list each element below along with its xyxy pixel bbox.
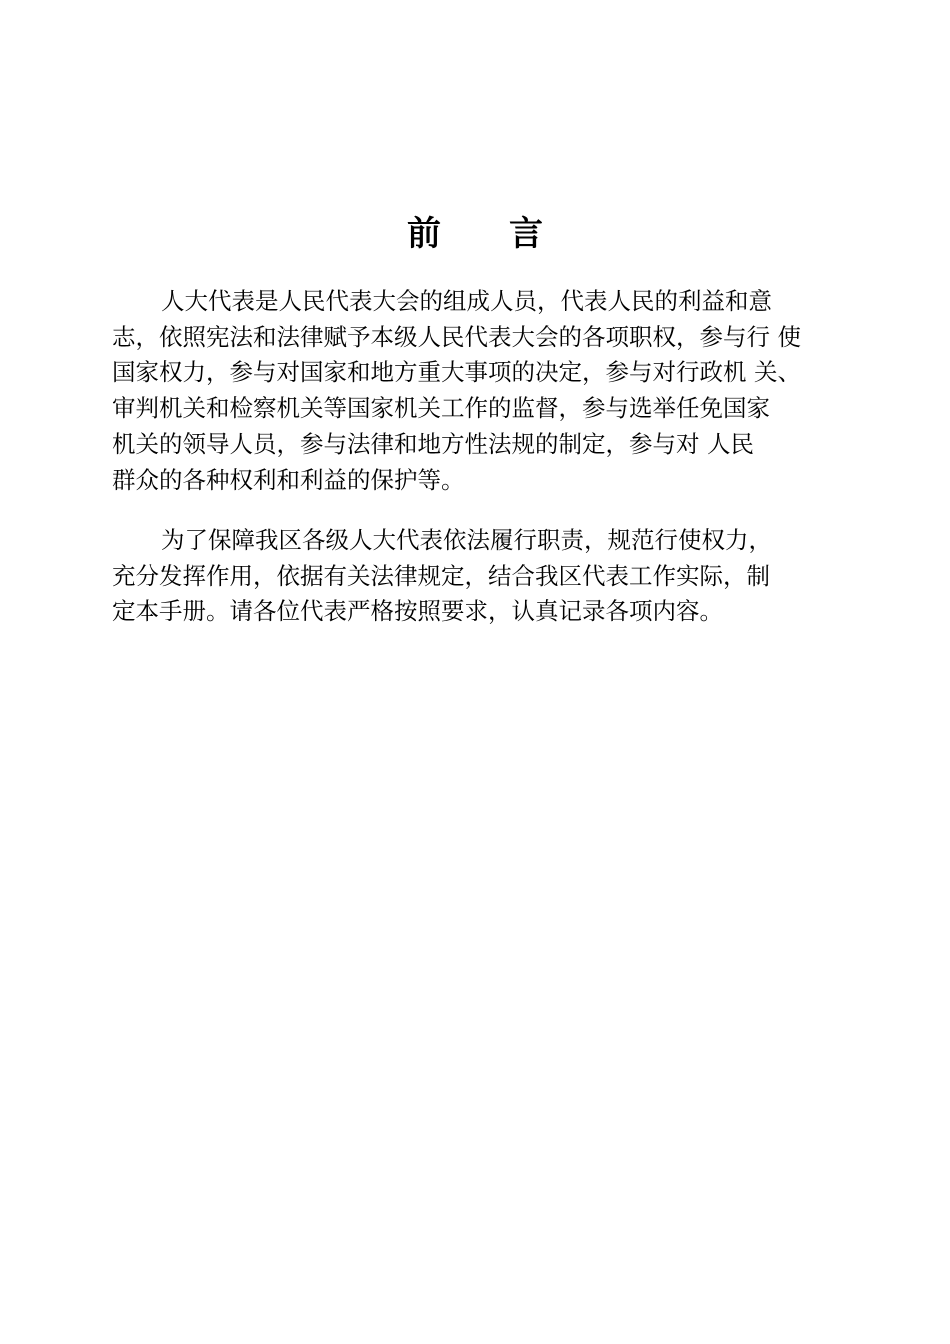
paragraph-1 — [112, 284, 852, 498]
paragraph-line: 志，依照宪法和法律赋予本级人民代表大会的各项职权，参与行 使 — [112, 322, 801, 351]
paragraph-line: 审判机关和检察机关等国家机关工作的监督，参与选举任免国家 — [112, 394, 770, 423]
paragraph-line: 群众的各种权利和利益的保护等。 — [112, 465, 465, 494]
paragraph-line: 为了保障我区各级人大代表依法履行职责，规范行使权力， — [161, 526, 772, 554]
paragraph-line: 定本手册。请各位代表严格按照要求，认真记录各项内容。 — [112, 597, 723, 626]
paragraph-2 — [112, 523, 852, 630]
page-title: 前 言 — [407, 214, 543, 254]
paragraph-line: 人大代表是人民代表大会的组成人员，代表人民的利益和意 — [161, 287, 772, 315]
paragraph-line: 国家权力，参与对国家和地方重大事项的决定，参与对行政机 关、 — [112, 358, 801, 387]
paragraph-line: 机关的领导人员，参与法律和地方性法规的制定，参与对 人民 — [112, 429, 754, 458]
paragraph-line: 充分发挥作用，依据有关法律规定，结合我区代表工作实际，制 — [112, 561, 770, 590]
